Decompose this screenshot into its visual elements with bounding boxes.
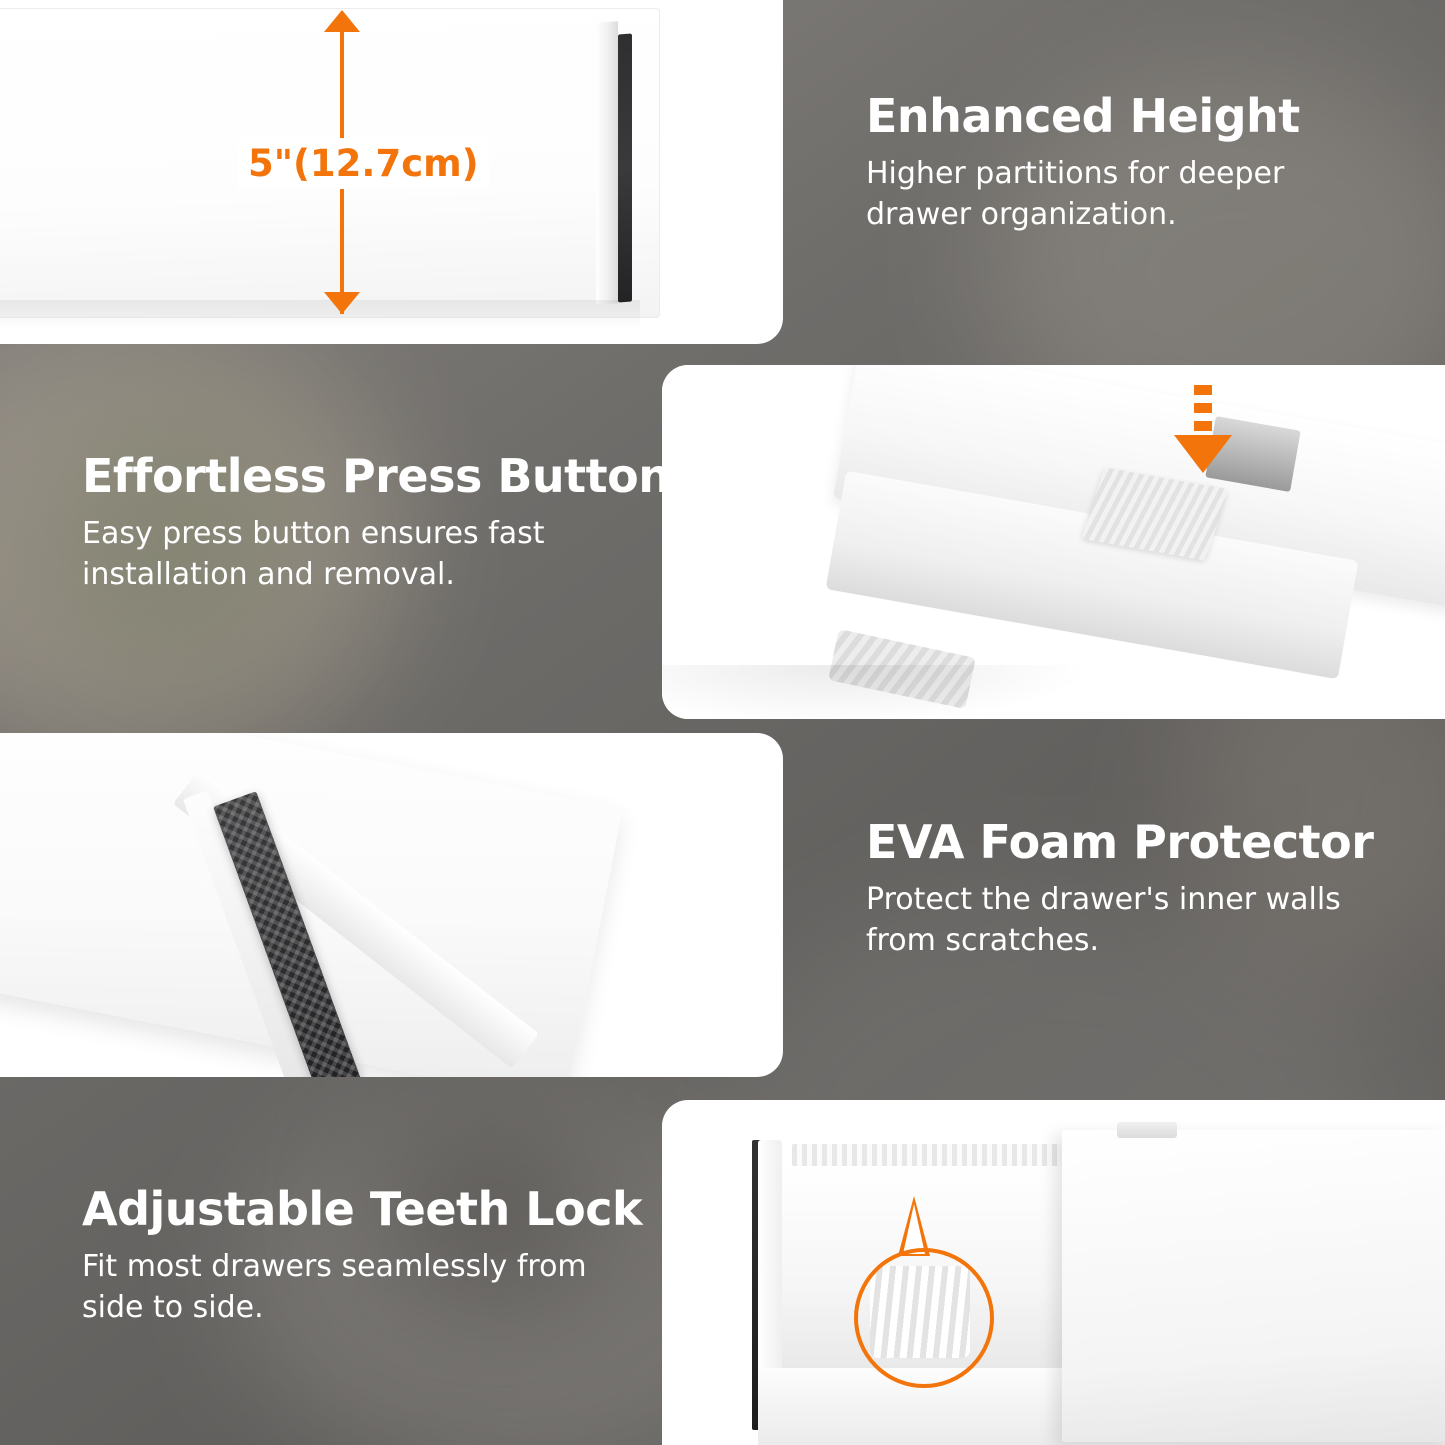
feature-text-eva-foam [866, 815, 1386, 961]
feature-text-enhanced-height [866, 89, 1386, 235]
press-arrow-stem-icon [1194, 385, 1212, 437]
product-photo-eva-foam [0, 733, 783, 1077]
dimension-label: 5"(12.7cm) [238, 138, 489, 189]
drop-shadow [0, 300, 640, 330]
feature-description: Protect the drawer's inner walls from scratches. [866, 882, 1341, 958]
product-photo-press-button [662, 365, 1445, 719]
dimension-arrow-down-icon [324, 292, 360, 314]
feature-description: Fit most drawers seamlessly from side to side. [82, 1249, 587, 1325]
divider-front-panel [1062, 1130, 1445, 1442]
feature-description: Easy press button ensures fast installation and removal. [82, 516, 545, 592]
feature-title: Effortless Press Button [82, 449, 671, 503]
divider-edge [596, 21, 618, 305]
feature-text-press-button [82, 449, 671, 595]
divider-front-tab [1117, 1122, 1177, 1138]
product-photo-enhanced-height [0, 0, 783, 344]
feature-title: Enhanced Height [866, 89, 1300, 143]
dimension-arrow-up-icon [324, 10, 360, 32]
feature-title: Adjustable Teeth Lock [82, 1182, 643, 1236]
callout-pointer-inner [903, 1204, 925, 1254]
teeth-lock-highlight-circle [854, 1248, 994, 1388]
foam-edge-strip [618, 34, 632, 303]
feature-title: EVA Foam Protector [866, 815, 1374, 869]
feature-description: Higher partitions for deeper drawer organization. [866, 156, 1285, 232]
press-arrow-down-icon [1174, 435, 1232, 473]
feature-text-teeth-lock [82, 1182, 643, 1328]
drop-shadow [662, 665, 1092, 719]
product-photo-teeth-lock [662, 1100, 1445, 1445]
